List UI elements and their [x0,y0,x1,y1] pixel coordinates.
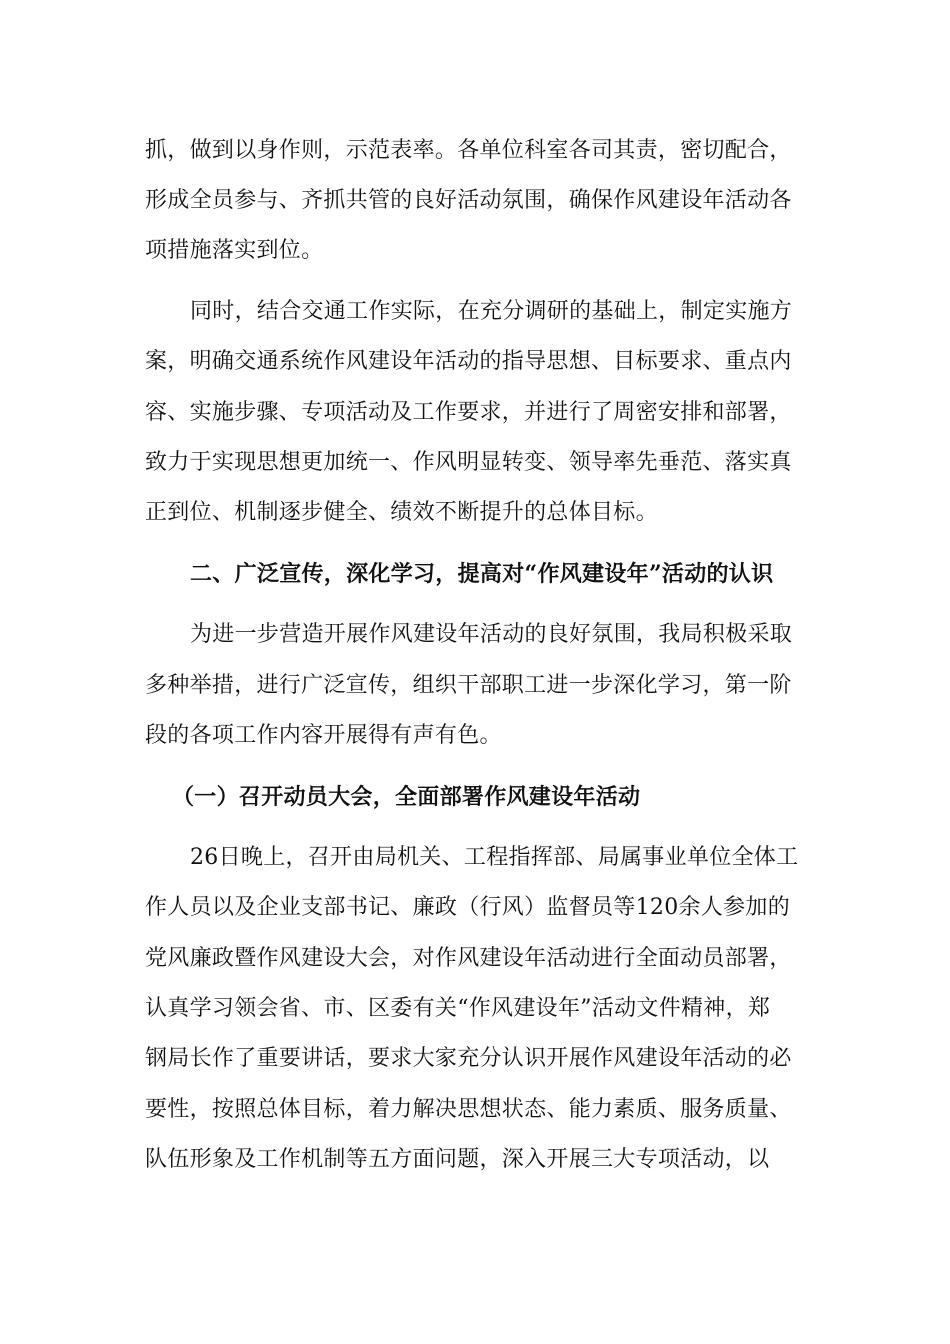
paragraph-line: 钢局长作了重要讲话，要求大家充分认识开展作风建设年活动的必 [145,1046,792,1071]
paragraph-line: 多种举措，进行广泛宣传，组织干部职工进一步深化学习，第一阶 [145,673,792,698]
paragraph-line: 案，明确交通系统作风建设年活动的指导思想、目标要求、重点内 [145,349,792,374]
paragraph-line: 同时，结合交通工作实际，在充分调研的基础上，制定实施方 [190,299,793,324]
paragraph-line: 抓，做到以身作则，示范表率。各单位科室各司其责，密切配合， [145,138,792,163]
section-heading: 二、广泛宣传，深化学习，提高对“作风建设年”活动的认识 [190,561,774,587]
paragraph-line: 作人员以及企业支部书记、廉政（行风）监督员等120余人参加的 [145,895,790,920]
paragraph-line: 队伍形象及工作机制等五方面问题，深入开展三大专项活动，以 [145,1147,770,1172]
subsection-heading: （一）召开动员大会，全面部署作风建设年活动 [172,784,641,810]
paragraph-line: 项措施落实到位。 [145,238,324,263]
paragraph-line: 形成全员参与、齐抓共管的良好活动氛围，确保作风建设年活动各 [145,188,792,213]
paragraph-line: 认真学习领会省、市、区委有关“作风建设年”活动文件精神，郑 [145,996,771,1021]
paragraph-line: 要性，按照总体目标，着力解决思想状态、能力素质、服务质量、 [145,1097,792,1122]
paragraph-line: 党风廉政暨作风建设大会，对作风建设年活动进行全面动员部署， [145,946,792,971]
paragraph-line: 容、实施步骤、专项活动及工作要求，并进行了周密安排和部署， [145,400,792,425]
paragraph-line: 为进一步营造开展作风建设年活动的良好氛围，我局积极采取 [190,622,793,647]
paragraph-line: 致力于实现思想更加统一、作风明显转变、领导率先垂范、落实真 [145,450,792,475]
paragraph-line: 正到位、机制逐步健全、绩效不断提升的总体目标。 [145,500,658,525]
paragraph-line: 段的各项工作内容开展得有声有色。 [145,723,502,748]
paragraph-line: 26日晚上，召开由局机关、工程指挥部、局属事业单位全体工 [190,845,799,870]
